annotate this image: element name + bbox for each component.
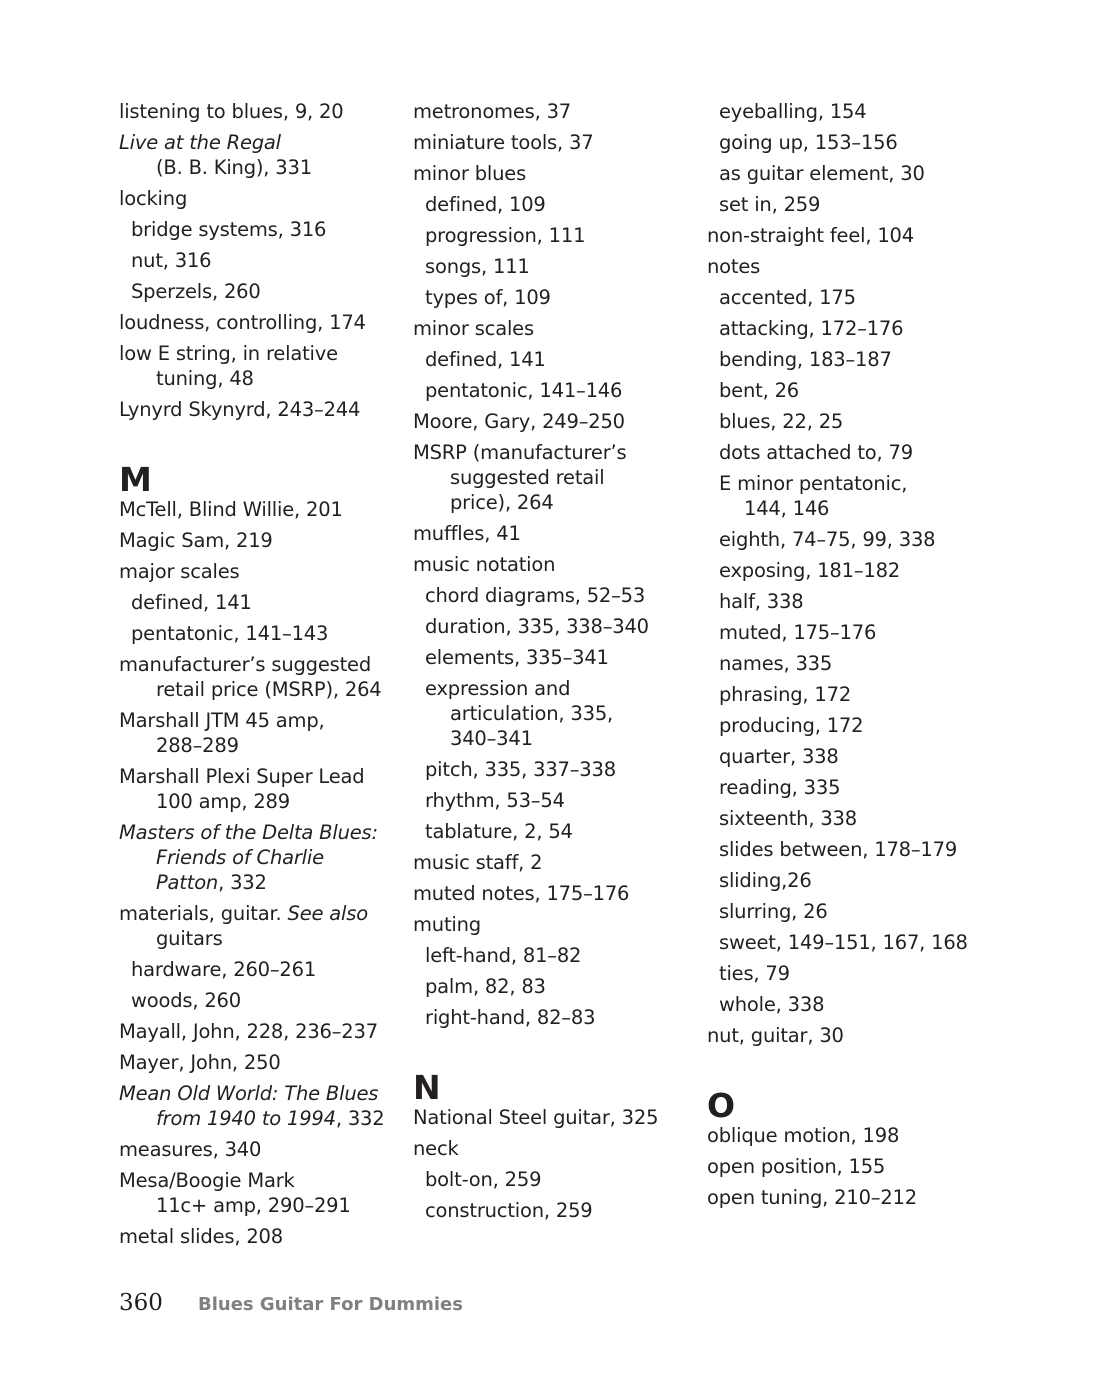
entry-text: slurring, 26	[719, 900, 828, 923]
index-subentry	[425, 347, 681, 372]
book-title: Blues Guitar For Dummies	[198, 1294, 463, 1315]
index-entry	[119, 497, 387, 522]
index-entry	[707, 1023, 997, 1048]
index-entry	[707, 1123, 997, 1148]
entry-text: 340–341	[450, 727, 533, 750]
index-subentry	[719, 868, 997, 893]
page-footer	[119, 1290, 463, 1322]
index-entry	[413, 912, 681, 937]
index-entry	[119, 310, 387, 335]
entry-text: slides between, 178–179	[719, 838, 958, 861]
entry-text: eyeballing, 154	[719, 100, 867, 123]
index-subentry	[719, 285, 997, 310]
entry-text: tuning, 48	[156, 367, 254, 390]
index-subentry	[719, 837, 997, 862]
index-subentry	[425, 757, 681, 782]
entry-text: , 332	[218, 871, 267, 894]
entry-text: MSRP (manufacturer’s	[413, 441, 627, 464]
index-entry	[707, 223, 997, 248]
entry-text: music notation	[413, 553, 556, 576]
index-subentry	[425, 583, 681, 608]
entry-text: nut, 316	[131, 249, 212, 272]
entry-text: retail price (MSRP), 264	[156, 678, 382, 701]
entry-text: exposing, 181–182	[719, 559, 901, 582]
entry-text: muted notes, 175–176	[413, 882, 630, 905]
index-subentry	[719, 99, 997, 124]
italic-title-text: See also	[287, 902, 368, 925]
entry-text: Marshall Plexi Super Lead	[119, 765, 365, 788]
index-subentry	[719, 471, 997, 521]
index-entry	[119, 1137, 387, 1162]
index-entry	[413, 161, 681, 186]
section-letter-heading: O	[707, 1086, 736, 1125]
italic-title-text: Live at the Regal	[119, 131, 281, 154]
index-entry	[119, 764, 387, 814]
index-entry	[119, 397, 387, 422]
index-entry	[119, 528, 387, 553]
entry-text: low E string, in relative	[119, 342, 338, 365]
section-letter-heading: M	[119, 460, 152, 499]
index-entry	[119, 1224, 387, 1249]
entry-text: half, 338	[719, 590, 804, 613]
entry-text: Mesa/Boogie Mark	[119, 1169, 295, 1192]
index-entry	[119, 708, 387, 758]
index-entry	[413, 521, 681, 546]
index-subentry	[719, 899, 997, 924]
entry-text: major scales	[119, 560, 240, 583]
entry-text: Lynyrd Skynyrd, 243–244	[119, 398, 361, 421]
entry-text: palm, 82, 83	[425, 975, 546, 998]
index-subentry	[425, 676, 681, 751]
entry-text: muted, 175–176	[719, 621, 877, 644]
entry-text: manufacturer’s suggested	[119, 653, 372, 676]
index-subentry	[425, 614, 681, 639]
index-subentry	[719, 558, 997, 583]
entry-text: eighth, 74–75, 99, 338	[719, 528, 936, 551]
index-entry	[119, 99, 387, 124]
index-subentry	[719, 378, 997, 403]
entry-text: Moore, Gary, 249–250	[413, 410, 625, 433]
index-entry	[413, 316, 681, 341]
entry-text: woods, 260	[131, 989, 241, 1012]
entry-text: pentatonic, 141–146	[425, 379, 623, 402]
entry-text: chord diagrams, 52–53	[425, 584, 646, 607]
entry-text: music staff, 2	[413, 851, 543, 874]
entry-text: tablature, 2, 54	[425, 820, 573, 843]
entry-text: rhythm, 53–54	[425, 789, 565, 812]
entry-text: as guitar element, 30	[719, 162, 925, 185]
entry-text: bridge systems, 316	[131, 218, 327, 241]
index-subentry	[425, 943, 681, 968]
entry-text: open position, 155	[707, 1155, 886, 1178]
index-subentry	[425, 254, 681, 279]
entry-text: muting	[413, 913, 481, 936]
index-subentry	[719, 682, 997, 707]
index-subentry	[719, 992, 997, 1017]
entry-text: songs, 111	[425, 255, 530, 278]
entry-text: Mayall, John, 228, 236–237	[119, 1020, 378, 1043]
entry-text: bent, 26	[719, 379, 799, 402]
entry-text: notes	[707, 255, 761, 278]
entry-text: nut, guitar, 30	[707, 1024, 844, 1047]
index-entry	[707, 1154, 997, 1179]
entry-text: expression and	[425, 677, 571, 700]
entry-text: construction, 259	[425, 1199, 593, 1222]
index-entry	[119, 901, 387, 951]
entry-text: Magic Sam, 219	[119, 529, 273, 552]
entry-text: metronomes, 37	[413, 100, 572, 123]
index-entry	[413, 99, 681, 124]
entry-text: non-straight feel, 104	[707, 224, 914, 247]
entry-text: ties, 79	[719, 962, 790, 985]
index-entry	[119, 1019, 387, 1044]
index-subentry	[131, 217, 387, 242]
entry-text: attacking, 172–176	[719, 317, 904, 340]
italic-title-text: Mean Old World: The Blues	[119, 1082, 379, 1105]
entry-text: muffles, 41	[413, 522, 521, 545]
index-entry	[413, 130, 681, 155]
index-subentry	[131, 279, 387, 304]
index-entry	[413, 409, 681, 434]
entry-text: quarter, 338	[719, 745, 839, 768]
index-subentry	[719, 161, 997, 186]
entry-text: 100 amp, 289	[156, 790, 290, 813]
index-subentry	[719, 744, 997, 769]
index-subentry	[719, 440, 997, 465]
index-entry	[413, 552, 681, 577]
index-entry	[413, 850, 681, 875]
entry-text: progression, 111	[425, 224, 586, 247]
entry-text: minor scales	[413, 317, 534, 340]
entry-text: producing, 172	[719, 714, 864, 737]
index-entry	[119, 1081, 387, 1131]
entry-text: bolt-on, 259	[425, 1168, 542, 1191]
index-subentry	[425, 819, 681, 844]
index-subentry	[719, 961, 997, 986]
index-subentry	[425, 788, 681, 813]
entry-text: dots attached to, 79	[719, 441, 913, 464]
entry-text: oblique motion, 198	[707, 1124, 900, 1147]
index-subentry	[425, 285, 681, 310]
entry-text: going up, 153–156	[719, 131, 898, 154]
index-subentry	[719, 192, 997, 217]
entry-text: names, 335	[719, 652, 833, 675]
index-subentry	[131, 621, 387, 646]
index-subentry	[425, 645, 681, 670]
index-entry	[413, 440, 681, 515]
entry-text: E minor pentatonic,	[719, 472, 908, 495]
index-subentry	[719, 713, 997, 738]
entry-text: 144, 146	[744, 497, 830, 520]
entry-text: pentatonic, 141–143	[131, 622, 329, 645]
entry-text: price), 264	[450, 491, 554, 514]
entry-text: Sperzels, 260	[131, 280, 261, 303]
italic-title-text: from 1940 to 1994	[156, 1107, 336, 1130]
entry-text: National Steel guitar, 325	[413, 1106, 659, 1129]
index-subentry	[425, 1167, 681, 1192]
index-subentry	[719, 527, 997, 552]
index-subentry	[131, 957, 387, 982]
index-entry	[119, 652, 387, 702]
entry-text: suggested retail	[450, 466, 605, 489]
index-subentry	[425, 974, 681, 999]
index-column-3	[707, 99, 997, 1216]
index-subentry	[131, 988, 387, 1013]
entry-text: defined, 141	[131, 591, 252, 614]
index-entry	[707, 1185, 997, 1210]
index-subentry	[719, 775, 997, 800]
entry-text: open tuning, 210–212	[707, 1186, 917, 1209]
index-subentry	[719, 130, 997, 155]
entry-text: 288–289	[156, 734, 239, 757]
entry-text: elements, 335–341	[425, 646, 609, 669]
entry-text: right-hand, 82–83	[425, 1006, 596, 1029]
entry-text: sweet, 149–151, 167, 168	[719, 931, 968, 954]
italic-title-text: Patton	[156, 871, 219, 894]
entry-text: materials, guitar.	[119, 902, 288, 925]
entry-text: metal slides, 208	[119, 1225, 283, 1248]
index-column-1	[119, 99, 387, 1255]
index-entry	[413, 881, 681, 906]
index-subentry	[425, 378, 681, 403]
entry-text: defined, 109	[425, 193, 546, 216]
entry-text: types of, 109	[425, 286, 551, 309]
entry-text: blues, 22, 25	[719, 410, 844, 433]
entry-text: reading, 335	[719, 776, 841, 799]
entry-text: left-hand, 81–82	[425, 944, 582, 967]
entry-text: bending, 183–187	[719, 348, 892, 371]
index-subentry	[425, 1198, 681, 1223]
index-entry	[119, 130, 387, 180]
index-entry	[707, 254, 997, 279]
index-subentry	[425, 223, 681, 248]
index-subentry	[719, 651, 997, 676]
entry-text: sliding,26	[719, 869, 812, 892]
index-entry	[119, 559, 387, 584]
index-entry	[119, 820, 387, 895]
entry-text: sixteenth, 338	[719, 807, 857, 830]
index-subentry	[719, 316, 997, 341]
entry-text: defined, 141	[425, 348, 546, 371]
index-subentry	[719, 620, 997, 645]
entry-text: pitch, 335, 337–338	[425, 758, 616, 781]
index-subentry	[719, 930, 997, 955]
entry-text: accented, 175	[719, 286, 856, 309]
index-subentry	[131, 590, 387, 615]
index-subentry	[719, 589, 997, 614]
index-subentry	[425, 1005, 681, 1030]
entry-text: , 332	[335, 1107, 385, 1130]
entry-text: whole, 338	[719, 993, 825, 1016]
entry-text: measures, 340	[119, 1138, 262, 1161]
entry-text: miniature tools, 37	[413, 131, 594, 154]
index-entry	[119, 1050, 387, 1075]
index-subentry	[131, 248, 387, 273]
entry-text: Marshall JTM 45 amp,	[119, 709, 325, 732]
index-entry	[119, 1168, 387, 1218]
entry-text: locking	[119, 187, 188, 210]
entry-text: listening to blues, 9, 20	[119, 100, 344, 123]
index-column-2	[413, 99, 681, 1229]
index-entry	[413, 1136, 681, 1161]
index-entry	[119, 341, 387, 391]
entry-text: articulation, 335,	[450, 702, 614, 725]
index-subentry	[719, 409, 997, 434]
entry-text: duration, 335, 338–340	[425, 615, 649, 638]
page-number: 360	[119, 1290, 163, 1316]
entry-text: minor blues	[413, 162, 527, 185]
entry-text: (B. B. King), 331	[156, 156, 312, 179]
index-entry	[413, 1105, 681, 1130]
entry-text: hardware, 260–261	[131, 958, 317, 981]
entry-text: guitars	[156, 927, 223, 950]
italic-title-text: Masters of the Delta Blues:	[119, 821, 378, 844]
section-letter-heading: N	[413, 1068, 441, 1107]
entry-text: McTell, Blind Willie, 201	[119, 498, 343, 521]
entry-text: 11c+ amp, 290–291	[156, 1194, 351, 1217]
entry-text: set in, 259	[719, 193, 821, 216]
index-subentry	[719, 806, 997, 831]
index-subentry	[425, 192, 681, 217]
entry-text: Mayer, John, 250	[119, 1051, 281, 1074]
italic-title-text: Friends of Charlie	[156, 846, 324, 869]
entry-text: neck	[413, 1137, 459, 1160]
entry-text: loudness, controlling, 174	[119, 311, 366, 334]
entry-text: phrasing, 172	[719, 683, 852, 706]
index-subentry	[719, 347, 997, 372]
index-entry	[119, 186, 387, 211]
